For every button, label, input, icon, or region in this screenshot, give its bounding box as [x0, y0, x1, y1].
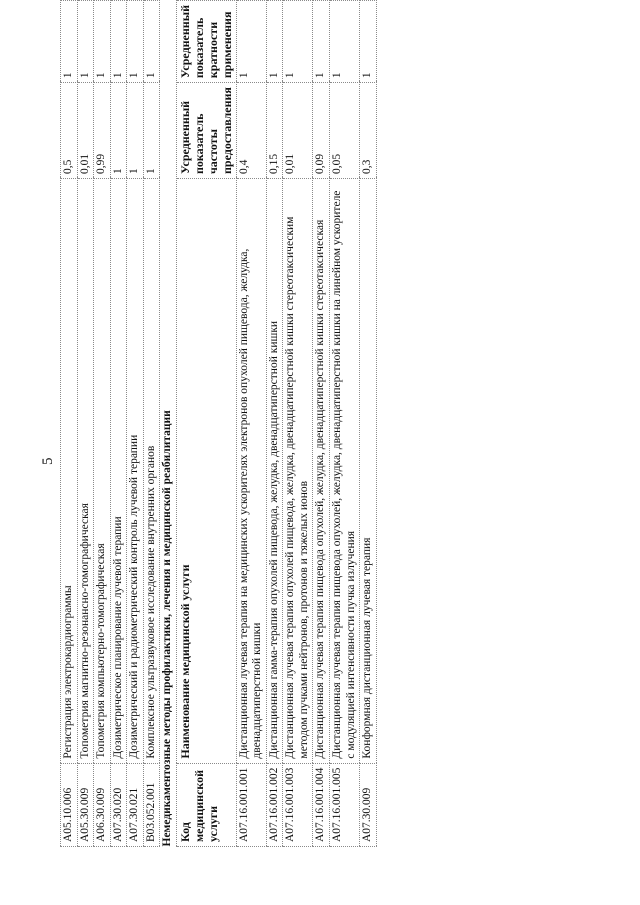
name-cell: Дистанционная лучевая терапия пищевода опухолей, желудка, двенадцатиперстной кишки стереотаксическая [313, 179, 330, 764]
frequency-cell: 0,01 [283, 83, 313, 179]
multiplicity-cell: 1 [329, 1, 359, 83]
multiplicity-cell: 1 [236, 1, 266, 83]
frequency-cell: 0,05 [329, 83, 359, 179]
code-cell: A05.30.009 [77, 763, 94, 846]
multiplicity-cell: 1 [360, 1, 377, 83]
multiplicity-cell: 1 [110, 1, 127, 83]
name-cell: Комплексное ультразвуковое исследование внутренних органов [143, 179, 160, 764]
header-multiplicity: Усредненный показатель кратности применения [176, 1, 236, 83]
multiplicity-cell: 1 [283, 1, 313, 83]
code-cell: A07.30.020 [110, 763, 127, 846]
name-cell: Дистанционная лучевая терапия пищевода опухолей, желудка, двенадцатиперстной кишки на линейном ускорителе с модуляцией интенсивности пучка излучения [329, 179, 359, 764]
table-row [143, 1, 160, 847]
table-row [313, 1, 330, 847]
frequency-cell: 0,09 [313, 83, 330, 179]
multiplicity-cell: 1 [94, 1, 111, 83]
table-row [94, 1, 111, 847]
table-row [61, 1, 78, 847]
frequency-cell: 0,3 [360, 83, 377, 179]
header-row [176, 1, 236, 847]
name-cell: Дистанционная лучевая терапия опухолей пищевода, желудка, двенадцатиперстной кишки стереотаксическим методом пучками нейтронов, протонов и тяжелых ионов [283, 179, 313, 764]
header-code: Код медицинской услуги [176, 763, 236, 846]
header-frequency: Усредненный показатель частоты предоставления [176, 83, 236, 179]
header-name: Наименование медицинской услуги [176, 179, 236, 764]
section-block [160, 1, 236, 847]
code-cell: A05.10.006 [61, 763, 78, 846]
name-cell: Дистанционная гамма-терапия опухолей пищевода, желудка, двенадцатиперстной кишки [266, 179, 283, 764]
code-cell: B03.052.001 [143, 763, 160, 846]
multiplicity-cell: 1 [143, 1, 160, 83]
section-title: Немедикаментозные методы профилактики, лечения и медицинской реабилитации [160, 1, 177, 847]
name-cell: Регистрация электрокардиограммы [61, 179, 78, 764]
section-title-row [160, 1, 177, 847]
code-cell: A07.16.001.004 [313, 763, 330, 846]
table-row [236, 1, 266, 847]
table-row [360, 1, 377, 847]
code-cell: A07.30.021 [127, 763, 144, 846]
frequency-cell: 0,01 [77, 83, 94, 179]
name-cell: Дистанционная лучевая терапия на медицинских ускорителях электронов опухолей пищевода, желудка, двенадцатиперстной кишки [236, 179, 266, 764]
code-cell: A06.30.009 [94, 763, 111, 846]
table-row [283, 1, 313, 847]
code-cell: A07.16.001.005 [329, 763, 359, 846]
frequency-cell: 1 [110, 83, 127, 179]
code-cell: A07.30.009 [360, 763, 377, 846]
page-number: 5 [40, 457, 56, 465]
name-cell: Конформная дистанционная лучевая терапия [360, 179, 377, 764]
section-rows [236, 1, 376, 847]
frequency-cell: 0,15 [266, 83, 283, 179]
code-cell: A07.16.001.002 [266, 763, 283, 846]
name-cell: Дозиметрический и радиометрический контроль лучевой терапии [127, 179, 144, 764]
frequency-cell: 1 [143, 83, 160, 179]
table-row [110, 1, 127, 847]
multiplicity-cell: 1 [77, 1, 94, 83]
code-cell: A07.16.001.003 [283, 763, 313, 846]
frequency-cell: 1 [127, 83, 144, 179]
table-row [127, 1, 144, 847]
code-cell: A07.16.001.001 [236, 763, 266, 846]
multiplicity-cell: 1 [313, 1, 330, 83]
top-rows [61, 1, 160, 847]
name-cell: Дозиметрическое планирование лучевой терапии [110, 179, 127, 764]
name-cell: Топометрия магнитно-резонансно-томографическая [77, 179, 94, 764]
multiplicity-cell: 1 [127, 1, 144, 83]
frequency-cell: 0,99 [94, 83, 111, 179]
frequency-cell: 0,4 [236, 83, 266, 179]
table-row [329, 1, 359, 847]
table-row [77, 1, 94, 847]
table-row [266, 1, 283, 847]
frequency-cell: 0,5 [61, 83, 78, 179]
name-cell: Топометрия компьютерно-томографическая [94, 179, 111, 764]
multiplicity-cell: 1 [266, 1, 283, 83]
multiplicity-cell: 1 [61, 1, 78, 83]
services-table [60, 0, 377, 847]
